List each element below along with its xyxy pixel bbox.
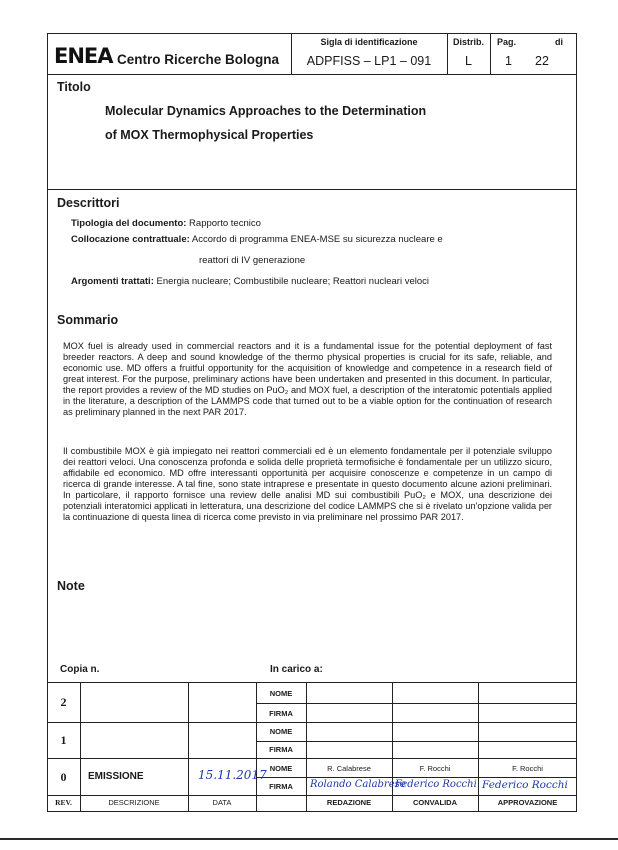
copia-label: Copia n. — [60, 664, 100, 675]
pag-label: Pag. — [497, 37, 517, 47]
page-frame — [47, 33, 577, 812]
nome-label-rev0: NOME — [269, 764, 293, 773]
redazione-name: R. Calabrese — [327, 764, 371, 773]
sommario-english: MOX fuel is already used in commercial reactors and it is a fundamental issue for the potential deployment of fast breeder reactors. A deep and sound knowledge of the thermo physical properties is crucial for its safe, reliable, and economic use. MD offers a fruitful opportunity for the acquisition of knowledge and competence in a research field of great interest. For the purpose, preliminary actions have been undertaken and presented in this document. In particular, the report provides a review of the MD studies on PuO₂ and MOX fuel, a description of the interatomic potentials applied in the literature, a description of the LAMMPS code that turned out to be a viable option for the continuation of research as preliminary planned in the next PAR 2017. — [63, 341, 552, 417]
col-redazione: REDAZIONE — [326, 798, 372, 807]
rev-2: 2 — [60, 695, 67, 709]
org-name: Centro Ricerche Bologna — [117, 52, 280, 67]
incarico-label: In carico a: — [270, 664, 323, 675]
pag-value: 1 — [505, 54, 512, 68]
sommario-heading: Sommario — [57, 313, 119, 327]
argomenti-label: Argomenti trattati: — [71, 276, 154, 287]
di-value: 22 — [535, 54, 549, 68]
enea-logo: ENEA — [54, 44, 113, 68]
signature-approvazione: Federico Rocchi — [482, 779, 568, 791]
di-label: di — [555, 37, 563, 47]
approvazione-name: F. Rocchi — [512, 764, 543, 773]
firma-label-rev2: FIRMA — [269, 709, 293, 718]
header-divider — [47, 74, 577, 75]
title-line-2: of MOX Thermophysical Properties — [105, 128, 314, 142]
descrittori-heading: Descrittori — [57, 196, 120, 210]
tipologia-row — [71, 218, 261, 229]
distrib-label: Distrib. — [452, 37, 484, 47]
rev-1: 1 — [60, 733, 67, 747]
tipologia-label: Tipologia del documento: — [71, 218, 187, 229]
convalida-name: F. Rocchi — [419, 764, 451, 773]
col-descrizione: DESCRIZIONE — [108, 798, 160, 807]
note-heading: Note — [57, 579, 85, 593]
titolo-heading: Titolo — [57, 80, 91, 94]
collocazione-row — [71, 234, 443, 245]
signature-redazione: Rolando Calabrese — [310, 779, 406, 790]
nome-label-rev2: NOME — [269, 689, 293, 698]
title-line-1: Molecular Dynamics Approaches to the Determination — [105, 104, 427, 118]
handwritten-date: 15.11.2017 — [198, 768, 267, 782]
distrib-value: L — [465, 54, 472, 68]
argomenti-value: Energia nucleare; Combustibile nucleare; Reattori nucleari veloci — [156, 276, 429, 287]
scan-edge-line — [0, 838, 618, 840]
firma-label-rev1: FIRMA — [269, 745, 293, 754]
argomenti-row — [71, 276, 429, 287]
collocazione-value: Accordo di programma ENEA-MSE su sicurezza nucleare e — [191, 234, 443, 245]
col-data: DATA — [212, 798, 232, 807]
title-divider — [47, 189, 577, 190]
rev-0: 0 — [60, 770, 67, 784]
emissione-label: EMISSIONE — [88, 771, 144, 782]
collocazione-value-2: reattori di IV generazione — [199, 255, 306, 266]
col-convalida: CONVALIDA — [412, 798, 458, 807]
firma-label-rev0: FIRMA — [269, 782, 293, 791]
sigla-label: Sigla di identificazione — [320, 37, 418, 47]
sigla-value: ADPFISS – LP1 – 091 — [306, 54, 432, 68]
sommario-italian: Il combustibile MOX è già impiegato nei reattori commerciali ed è un elemento fondamentale per il potenziale sviluppo dei reattori veloci. Una conoscenza profonda e solida delle proprietà termofisiche è fondamentale per un utilizzo sicuro, affidabile ed economico. MD offre interessanti opportunità per acquisire conoscenze e competenze in un campo di ricerca di grande interesse. A tal fine, sono state intraprese e presentate in questo documento alcune azioni preliminari. In particolare, il rapporto fornisce una review delle analisi MD sui combustibili PuO₂ e MOX, una descrizione dei potenziali interatomici applicati in letteratura, una descrizione del codice LAMMPS che si è rivelato un'opzione valida per la continuazione di questa linea di ricerca come previsto in via preliminare nel prossimo PAR 2017. — [63, 446, 552, 522]
col-rev: REV. — [55, 798, 72, 807]
collocazione-label: Collocazione contrattuale: — [71, 234, 190, 245]
nome-label-rev1: NOME — [269, 727, 293, 736]
col-approvazione: APPROVAZIONE — [497, 798, 558, 807]
signature-convalida: Federico Rocchi — [395, 779, 477, 790]
tipologia-value: Rapporto tecnico — [189, 218, 261, 229]
